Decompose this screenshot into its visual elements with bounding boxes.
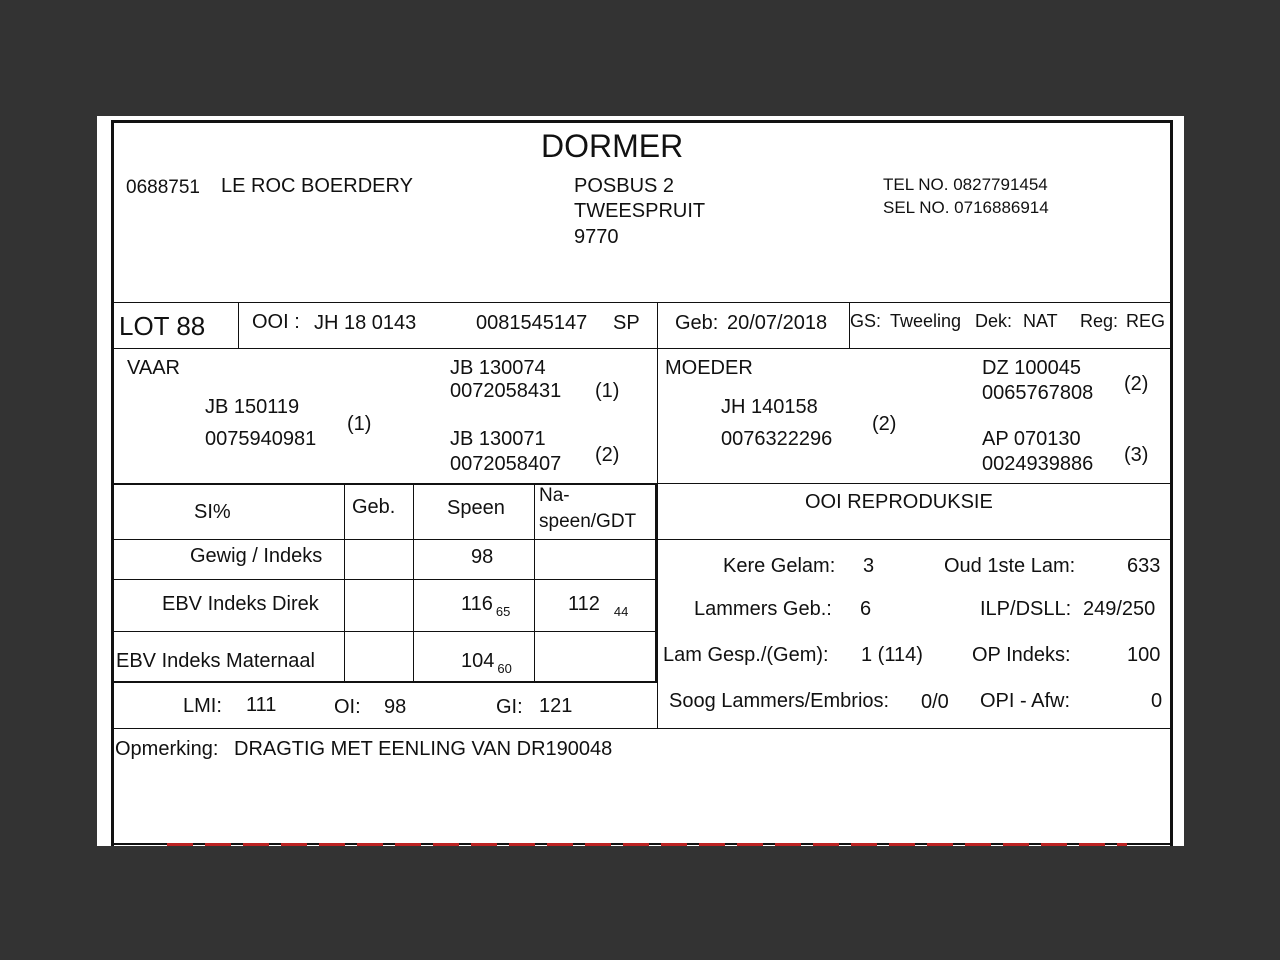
dek-value: NAT: [1023, 311, 1058, 331]
gi-label: GI:: [496, 696, 523, 718]
gesp-value: 1 (114): [861, 644, 923, 666]
lot-card: [97, 116, 1184, 846]
vaar-sire-grade: (1): [595, 380, 620, 402]
moeder-dam-number: 0024939886: [982, 453, 1094, 475]
row-label-direk: EBV Indeks Direk: [162, 593, 319, 615]
divider: [655, 483, 658, 683]
birth-date-label: Geb:: [675, 312, 719, 334]
moeder-grade: (2): [872, 413, 897, 435]
divider: [238, 302, 239, 348]
naspeen-accuracy: 44: [613, 604, 629, 619]
frame-top: [111, 120, 1173, 123]
gs-value: Tweeling: [890, 311, 962, 331]
lammers-value: 6: [860, 598, 872, 620]
ooi-code: SP: [613, 312, 640, 334]
soog-label: Soog Lammers/Embrios:: [669, 690, 890, 712]
vaar-dam-grade: (2): [595, 444, 620, 466]
naspeen-header-2: speen/GDT: [539, 511, 637, 532]
vaar-label: VAAR: [127, 357, 180, 379]
speen-accuracy: 65: [495, 604, 511, 619]
moeder-dam-id: AP 070130: [982, 428, 1081, 450]
lot-number: LOT 88: [119, 311, 206, 341]
speen-header: Speen: [447, 497, 505, 519]
divider: [114, 631, 655, 632]
oi-value: 98: [384, 696, 407, 718]
divider: [657, 483, 1173, 484]
ilp-label: ILP/DSLL:: [980, 598, 1072, 620]
speen-value: 104: [461, 650, 495, 672]
divider: [114, 579, 655, 580]
address-line-1: POSBUS 2: [574, 175, 675, 197]
moeder-label: MOEDER: [665, 357, 753, 379]
lmi-value: 111: [246, 694, 277, 716]
address-line-3: 9770: [574, 226, 619, 248]
gesp-label: Lam Gesp./(Gem):: [663, 644, 829, 666]
oud-value: 633: [1127, 555, 1161, 577]
dek-label: Dek:: [975, 311, 1013, 331]
oud-label: Oud 1ste Lam:: [944, 555, 1076, 577]
vaar-dam-id: JB 130071: [450, 428, 546, 450]
op-value: 100: [1127, 644, 1161, 666]
divider: [114, 348, 1173, 349]
naspeen-header: Na-: [539, 485, 570, 506]
address-line-2: TWEESPRUIT: [574, 200, 706, 222]
naspeen-value: 112: [568, 593, 600, 615]
opi-value: 0: [1151, 690, 1163, 712]
divider: [114, 302, 1173, 303]
divider: [114, 483, 655, 485]
birth-date: 20/07/2018: [727, 312, 828, 334]
moeder-sire-number: 0065767808: [982, 382, 1094, 404]
divider: [534, 483, 535, 682]
ooi-id: JH 18 0143: [314, 312, 417, 334]
remark-text: DRAGTIG MET EENLING VAN DR190048: [234, 738, 613, 760]
row-speen-direk: [461, 594, 510, 618]
op-label: OP Indeks:: [972, 644, 1071, 666]
moeder-number: 0076322296: [721, 428, 833, 450]
ilp-value: 249/250: [1083, 598, 1156, 620]
moeder-sire-grade: (2): [1124, 373, 1149, 395]
kere-value: 3: [863, 555, 875, 577]
divider: [657, 539, 1173, 540]
moeder-id: JH 140158: [721, 396, 818, 418]
soog-value: 0/0: [921, 691, 949, 713]
reproduksie-title: OOI REPRODUKSIE: [805, 491, 993, 513]
ooi-label: OOI :: [252, 311, 300, 333]
row-label-gewig: Gewig / Indeks: [190, 545, 323, 567]
owner-number: 0688751: [126, 177, 200, 198]
vaar-sire-number: 0072058431: [450, 380, 562, 402]
divider: [114, 539, 655, 540]
owner-name: LE ROC BOERDERY: [221, 175, 413, 197]
opi-label: OPI - Afw:: [980, 690, 1071, 712]
divider: [114, 681, 658, 683]
remark-label: Opmerking:: [115, 738, 219, 760]
divider: [413, 483, 414, 682]
breed-title: DORMER: [541, 128, 684, 164]
geb-header: Geb.: [352, 496, 396, 518]
tel-number: TEL NO. 0827791454: [883, 175, 1048, 194]
lmi-label: LMI:: [183, 695, 222, 717]
gs-label: GS:: [850, 311, 882, 331]
vaar-number: 0075940981: [205, 428, 317, 450]
divider: [344, 483, 345, 682]
row-label-maternaal: EBV Indeks Maternaal: [116, 650, 315, 672]
reg-label: Reg:: [1080, 311, 1119, 331]
moeder-sire-id: DZ 100045: [982, 357, 1081, 379]
speen-accuracy: 60: [497, 661, 512, 676]
divider: [114, 728, 1173, 729]
cut-off-text-trace: [167, 843, 1127, 846]
si-header: SI%: [194, 501, 231, 523]
vaar-id: JB 150119: [205, 396, 300, 418]
moeder-dam-grade: (3): [1124, 444, 1149, 466]
row-speen-gewig: 98: [471, 546, 494, 568]
sel-number: SEL NO. 0716886914: [883, 198, 1049, 217]
lammers-label: Lammers Geb.:: [694, 598, 832, 620]
kere-label: Kere Gelam:: [723, 555, 836, 577]
vaar-dam-number: 0072058407: [450, 453, 562, 475]
row-speen-maternaal: [461, 651, 512, 675]
ooi-number: 0081545147: [476, 312, 588, 334]
reg-value: REG: [1126, 311, 1166, 331]
oi-label: OI:: [334, 696, 361, 718]
row-naspeen-direk: [568, 594, 628, 618]
vaar-grade: (1): [347, 413, 372, 435]
vaar-sire-id: JB 130074: [450, 357, 546, 379]
gi-value: 121: [539, 695, 573, 717]
speen-value: 116: [461, 593, 493, 615]
